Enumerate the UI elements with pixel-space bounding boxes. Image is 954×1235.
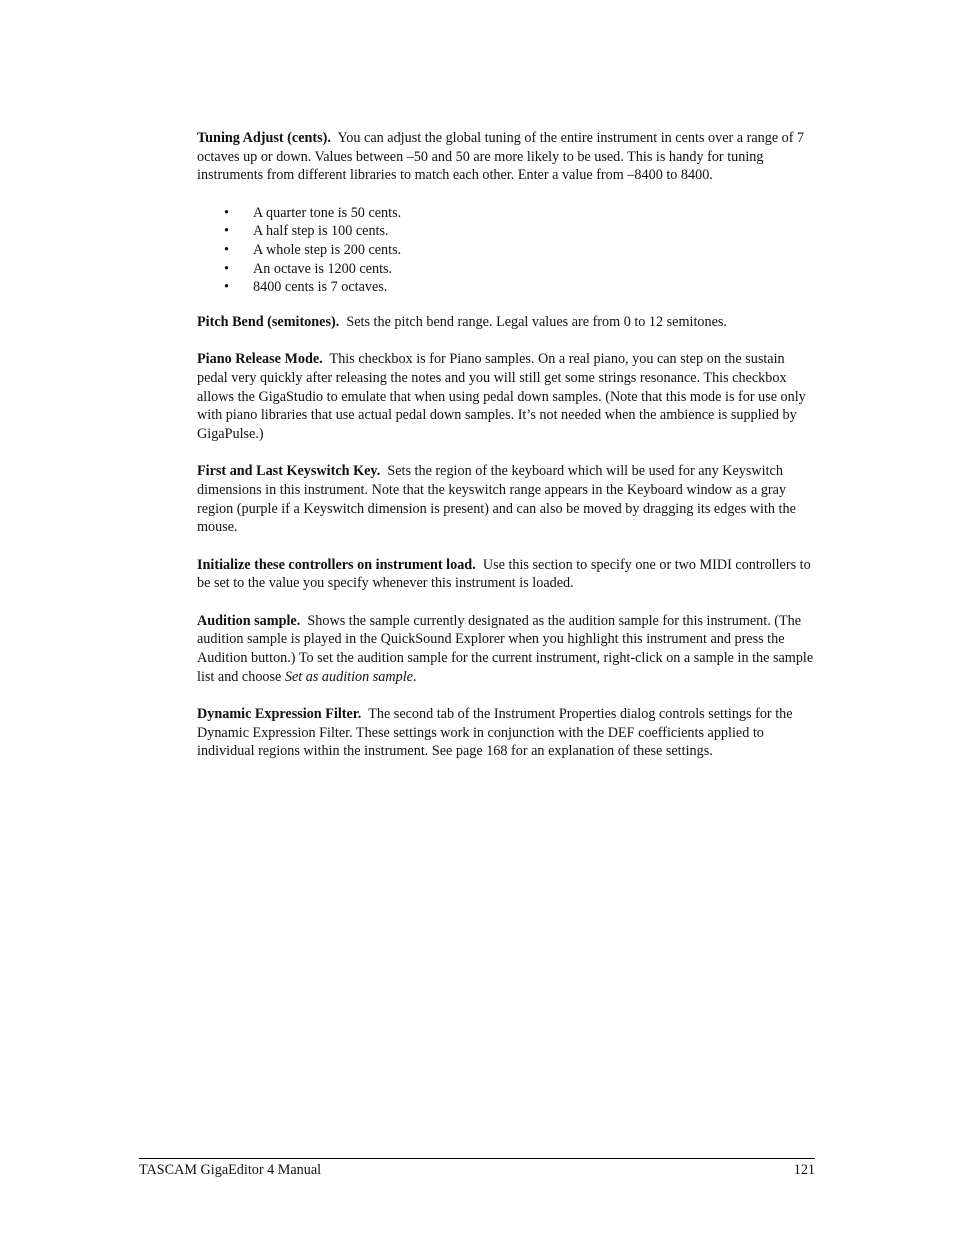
pitch-bend-text: Sets the pitch bend range. Legal values are from 0 to 12 semitones.: [346, 313, 727, 330]
page-content: [197, 129, 817, 780]
keyswitch-text: Sets the region of the keyboard which will be used for any Keyswitch dimensions in this instrument. Note that the keyswitch range appears in the Keyboard window as a gray region (purple if a Keyswitch dimension is present) and can also be moved by dragging its edges with the mouse.: [197, 463, 796, 536]
initialize-controllers-paragraph: [197, 556, 817, 593]
initialize-controllers-heading: Initialize these controllers on instrument load.: [197, 556, 476, 573]
bullet-glyph: •: [224, 223, 229, 240]
list-item: [197, 260, 817, 279]
keyswitch-heading: First and Last Keyswitch Key.: [197, 463, 381, 480]
audition-sample-heading: Audition sample.: [197, 612, 301, 629]
tuning-adjust-text: You can adjust the global tuning of the entire instrument in cents over a range of 7 octaves up or down. Values between –50 and 50 are more likely to be used. This is handy for tuning instruments from different libraries to match each other. Enter a value from –8400 to 8400.: [197, 130, 805, 184]
list-item: [197, 278, 817, 297]
dynamic-expression-filter-paragraph: [197, 705, 817, 761]
list-item: [197, 222, 817, 241]
audition-sample-menu-command: Set as audition sample: [284, 668, 413, 685]
tuning-adjust-heading: Tuning Adjust (cents).: [197, 130, 331, 146]
piano-release-text: This checkbox is for Piano samples. On a real piano, you can step on the sustain pedal very quickly after releasing the notes and you will still get some strings resonance. This checkbox allows the GigaStudio to emulate that when using pedal down samples. (Note that this mode is for use only with piano libraries that use actual pedal down samples. It’s not needed when the ambience is supplied by GigaPulse.): [197, 351, 806, 442]
list-item: [197, 241, 817, 260]
tuning-adjust-paragraph: [197, 129, 817, 185]
list-item-text: A quarter tone is 50 cents.: [253, 204, 402, 221]
audition-sample-text: Shows the sample currently designated as the audition sample for this instrument. (The audition sample is played in the QuickSound Explorer when you highlight this instrument and press the Audition button.) To set the audition sample for the current instrument, right-click on a sample in the sample list and choose: [197, 612, 814, 685]
pitch-bend-heading: Pitch Bend (semitones).: [197, 313, 340, 330]
manual-title: TASCAM GigaEditor 4 Manual: [139, 1162, 322, 1178]
audition-sample-end: .: [412, 668, 417, 685]
page-number: 121: [793, 1162, 815, 1178]
piano-release-heading: Piano Release Mode.: [197, 351, 323, 368]
page-footer: [139, 1158, 815, 1179]
bullet-glyph: •: [224, 279, 229, 296]
list-item-text: A half step is 100 cents.: [253, 223, 389, 240]
bullet-glyph: •: [224, 260, 229, 277]
piano-release-paragraph: [197, 350, 817, 443]
pitch-bend-paragraph: [197, 313, 817, 332]
dynamic-expression-filter-heading: Dynamic Expression Filter.: [197, 706, 362, 723]
list-item-text: A whole step is 200 cents.: [253, 241, 402, 258]
bullet-glyph: •: [224, 241, 229, 258]
audition-sample-paragraph: [197, 612, 817, 686]
initialize-controllers-text: Use this section to specify one or two MIDI controllers to be set to the value you specify whenever this instrument is loaded.: [197, 556, 811, 592]
dynamic-expression-filter-text: The second tab of the Instrument Properties dialog controls settings for the Dynamic Expression Filter. These settings work in conjunction with the DEF coefficients applied to individual regions within the instrument. See page 168 for an explanation of these settings.: [197, 706, 793, 760]
list-item-text: 8400 cents is 7 octaves.: [253, 279, 388, 296]
bullet-glyph: •: [224, 204, 229, 221]
cents-bullet-list: [197, 204, 817, 297]
keyswitch-paragraph: [197, 462, 817, 536]
list-item-text: An octave is 1200 cents.: [253, 260, 393, 277]
list-item: [197, 204, 817, 223]
